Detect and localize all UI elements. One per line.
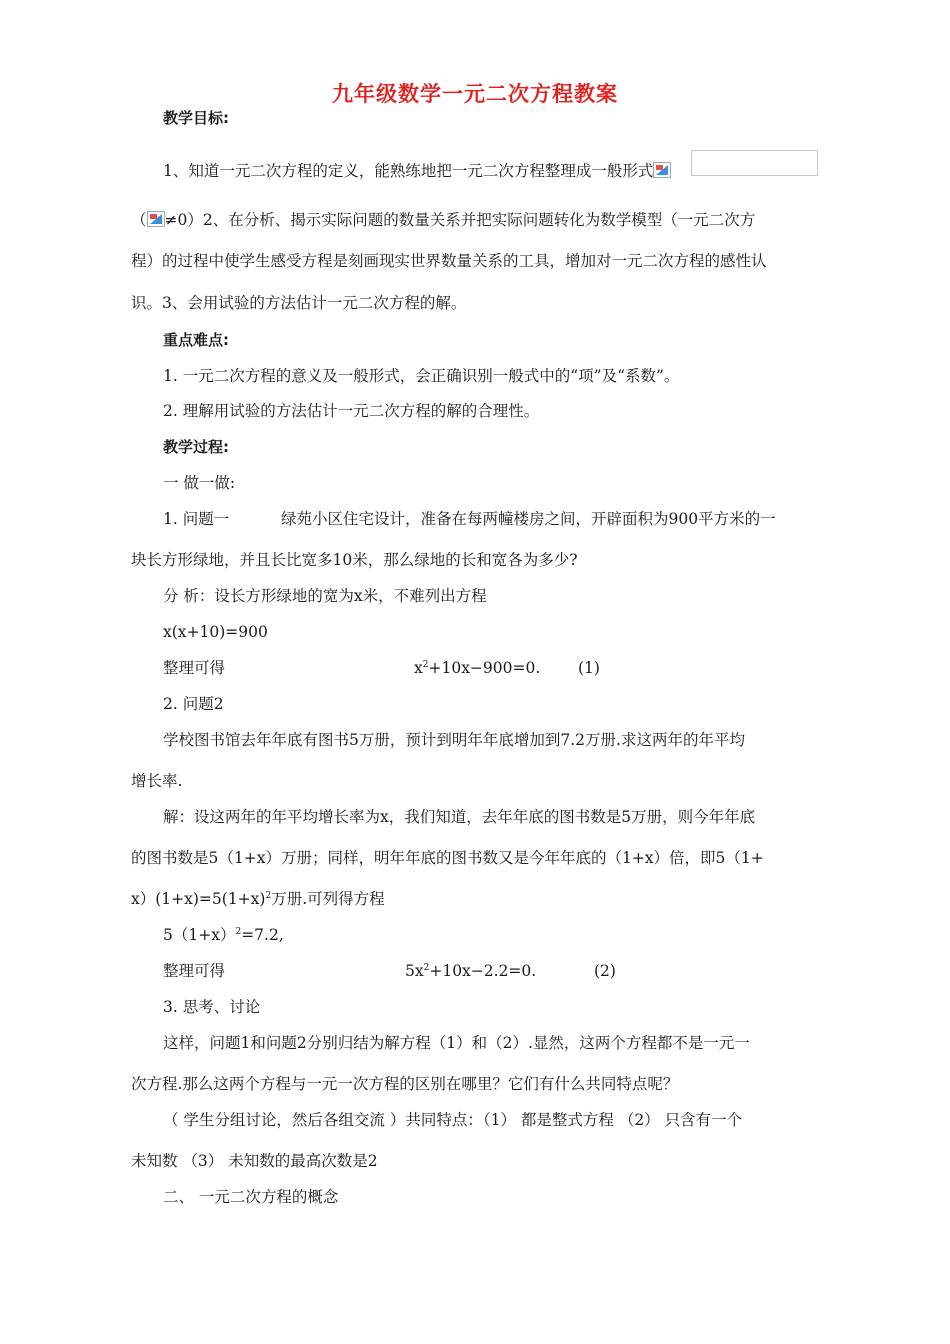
part-one-heading: 一 做一做: <box>163 474 236 492</box>
question-2-simplify-label: 整理可得 <box>163 962 226 980</box>
equation-number-1: (1) <box>578 659 600 677</box>
q2-result-rest: +10x−2.2=0. <box>429 962 537 980</box>
equation-number-2: (2) <box>594 962 616 980</box>
question-2-solution-3 <box>131 889 821 909</box>
broken-image-icon <box>653 162 671 178</box>
goals-text-2: ≠0）2、在分析、揭示实际问题的数量关系并把实际问题转化为数学模型（一元二次方 <box>164 211 756 229</box>
goals-heading: 教学目标: <box>163 109 229 127</box>
q2-result-base: 5x <box>405 962 424 980</box>
question-3-discussion-2: 未知数 （3） 未知数的最高次数是2 <box>131 1152 378 1170</box>
question-1-simplify-row <box>163 658 853 678</box>
part-two-heading: 二、 一元二次方程的概念 <box>163 1188 339 1206</box>
q2-sol3-part-a: x）(1+x)=5(1+x) <box>131 890 266 908</box>
q2-result-exp: 2 <box>423 963 430 973</box>
question-3-text-1: 这样，问题1和问题2分别归结为解方程（1）和（2）.显然，这两个方程都不是一元一 <box>163 1034 750 1052</box>
goals-text-1: 1、知道一元二次方程的定义，能熟练地把一元二次方程整理成一般形式 <box>163 162 654 180</box>
q2-sol3-exp: 2 <box>265 891 272 901</box>
q2-sol3-part-b: 万册.可列得方程 <box>271 890 385 908</box>
question-1-text: 绿苑小区住宅设计，准备在每两幢楼房之间，开辟面积为900平方米的一 <box>281 510 776 528</box>
key-point-2: 2. 理解用试验的方法估计一元二次方程的解的合理性。 <box>163 402 540 420</box>
goals-open-paren: （ <box>131 211 147 229</box>
question-1-result <box>414 658 540 678</box>
question-3-discussion-1: （ 学生分组讨论，然后各组交流 ）共同特点：（1） 都是整式方程 （2） 只含有一个 <box>163 1111 743 1129</box>
question-2-text-2: 增长率. <box>131 772 183 790</box>
question-1-label: 1. 问题一 <box>163 510 230 528</box>
question-2-label: 2. 问题2 <box>163 695 224 713</box>
question-1-equation: x(x+10)=900 <box>163 623 268 641</box>
question-2-solution-2: 的图书数是5（1+x）万册；同样，明年年底的图书数又是今年年底的（1+x）倍，即5（1+ <box>131 849 764 867</box>
key-point-1: 1. 一元二次方程的意义及一般形式，会正确识别一般式中的“项”及“系数”。 <box>163 367 680 385</box>
q2-eq-part-a: 5（1+x） <box>163 926 236 944</box>
question-1-line-2: 块长方形绿地，并且长比宽多10米，那么绿地的长和宽各为多少? <box>131 551 578 569</box>
question-2-simplify-row <box>163 961 853 981</box>
formula-image-placeholder <box>691 150 818 176</box>
question-2-result <box>405 961 536 981</box>
broken-image-icon-small <box>147 211 165 227</box>
question-2-equation <box>163 925 853 945</box>
question-2-solution-1: 解：设这两年的年平均增长率为x，我们知道，去年年底的图书数是5万册，则今年年底 <box>163 808 756 826</box>
question-1-analysis: 分 析：设长方形绿地的宽为x米，不难列出方程 <box>163 587 487 605</box>
question-3-text-2: 次方程.那么这两个方程与一元一次方程的区别在哪里？它们有什么共同特点呢？ <box>131 1075 679 1093</box>
q2-eq-part-b: =7.2, <box>241 926 284 944</box>
question-2-text-1: 学校图书馆去年年底有图书5万册，预计到明年年底增加到7.2万册.求这两年的年平均 <box>163 731 745 749</box>
q1-result-exp: 2 <box>422 660 429 670</box>
goals-line-2 <box>131 210 821 230</box>
document-title: 九年级数学一元二次方程教案 <box>332 82 618 106</box>
goals-line-3: 程）的过程中使学生感受方程是刻画现实世界数量关系的工具，增加对一元二次方程的感性认 <box>131 252 767 270</box>
question-1-line-1 <box>163 509 853 529</box>
q1-result-base: x <box>414 659 423 677</box>
question-3-label: 3. 思考、讨论 <box>163 998 261 1016</box>
q1-result-rest: +10x−900=0. <box>428 659 541 677</box>
goals-line-4: 识。3、会用试验的方法估计一元二次方程的解。 <box>131 294 467 312</box>
key-points-heading: 重点难点: <box>163 331 229 349</box>
question-1-simplify-label: 整理可得 <box>163 659 226 677</box>
q2-eq-exp: 2 <box>235 927 242 937</box>
process-heading: 教学过程: <box>163 438 229 456</box>
